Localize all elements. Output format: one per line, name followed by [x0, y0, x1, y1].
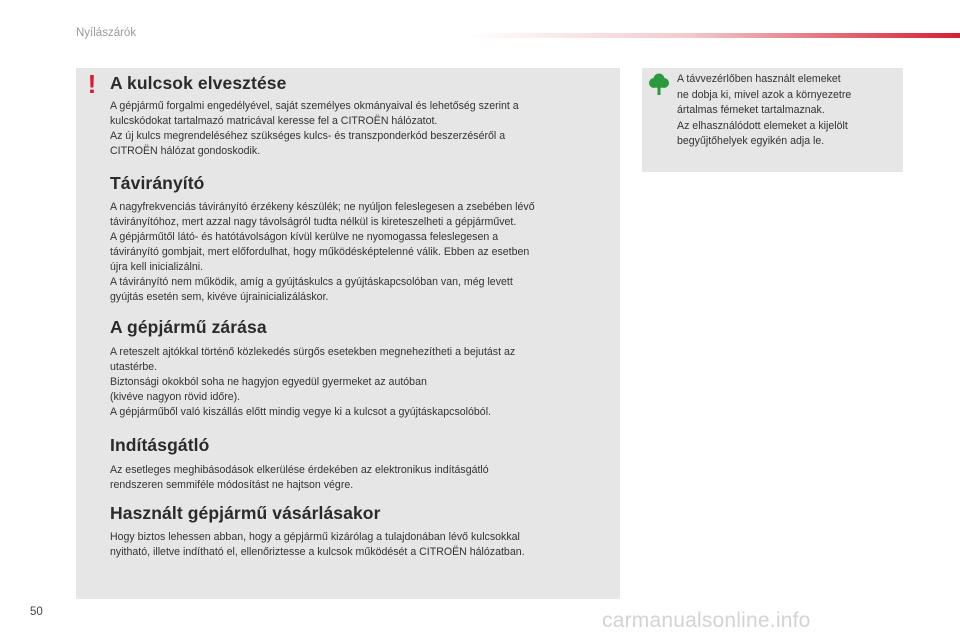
section-title: Használt gépjármű vásárlásakor — [110, 503, 381, 523]
body-line: A távirányító nem működik, amíg a gyújtáskulcs a gyújtáskapcsolóban van, még levett — [110, 276, 513, 288]
header-accent-line — [470, 33, 960, 38]
section-immobiliser — [110, 434, 606, 493]
body-line: (kivéve nagyon rövid időre). — [110, 391, 241, 403]
page-number: 50 — [30, 606, 43, 618]
section-vehicle-locking — [110, 316, 606, 420]
body-line: CITROËN hálózat gondoskodik. — [110, 145, 261, 157]
body-line: A reteszelt ajtókkal történő közlekedés sürgős esetekben megnehezítheti a bejutást az — [110, 346, 516, 358]
body-line: Az új kulcs megrendeléséhez szükséges kulcs- és transzponderkód beszerzéséről a — [110, 130, 506, 142]
warning-icon: ! — [87, 69, 97, 99]
section-remote-control — [110, 172, 606, 305]
body-line: A gépjárműtől látó- és hatótávolságon kívül kerülve ne nyomogassa feleslegesen a — [110, 231, 499, 243]
body-line: nyitható, illetve indítható el, ellenőriztesse a kulcsok működését a CITROËN hálózatban. — [110, 546, 525, 558]
body-line: Az esetleges meghibásodások elkerülése érdekében az elektronikus indításgátló — [110, 464, 489, 476]
section-body — [110, 99, 606, 159]
section-body — [110, 530, 606, 560]
body-line: rendszeren semmiféle módosítást ne hajtson végre. — [110, 479, 354, 491]
tree-icon — [648, 72, 670, 96]
section-body — [110, 345, 606, 420]
body-line: utastérbe. — [110, 361, 158, 373]
watermark: carmanualsonline.info — [602, 609, 811, 632]
note-line: ártalmas fémeket tartalmaznak. — [677, 104, 825, 116]
note-line: ne dobja ki, mivel azok a környezetre — [677, 88, 852, 101]
environment-note — [677, 72, 895, 150]
section-used-vehicle — [110, 502, 606, 560]
body-line: gyújtás esetén sem, kivéve újrainicializáláskor. — [110, 291, 329, 303]
body-line: A gépjárműből való kiszállás előtt mindig vegye ki a kulcsot a gyújtáskapcsolóból. — [110, 406, 491, 418]
body-line: távirányítóhoz, mert azzal nagy távolságról tudta nélkül is kireteszelheti a gépjárművet. — [110, 216, 517, 228]
body-line: újra kell inicializálni. — [110, 261, 204, 273]
body-line: A gépjármű forgalmi engedélyével, saját személyes okmányaival és lehetőség szerint a — [110, 100, 519, 112]
body-line: távirányító gombjait, mert előfordulhat, hogy működésképtelenné válik. Ebben az esetben — [110, 246, 530, 258]
section-title: A gépjármű zárása — [110, 317, 267, 337]
note-line: begyűjtőhelyek egyikén adja le. — [677, 135, 825, 147]
body-line: Hogy biztos lehessen abban, hogy a gépjármű kizárólag a tulajdonában lévő kulcsokkal — [110, 531, 520, 543]
section-body — [110, 200, 606, 305]
section-title: A kulcsok elvesztése — [110, 73, 287, 93]
chapter-title: Nyílászárók — [76, 27, 137, 39]
note-line: A távvezérlőben használt elemeket — [677, 73, 841, 85]
note-line: Az elhasználódott elemeket a kijelölt — [677, 119, 848, 132]
section-title: Indításgátló — [110, 435, 210, 455]
section-title: Távirányító — [110, 173, 205, 193]
section-body — [110, 463, 606, 493]
body-line: kulcskódokat tartalmazó matricával keresse fel a CITROËN hálózatot. — [110, 115, 438, 127]
section-lost-keys — [110, 72, 606, 159]
body-line: A nagyfrekvenciás távirányító érzékeny készülék; ne nyúljon feleslegesen a zsebében lévő — [110, 201, 535, 213]
body-line: Biztonsági okokból soha ne hagyjon egyedül gyermeket az autóban — [110, 376, 427, 388]
